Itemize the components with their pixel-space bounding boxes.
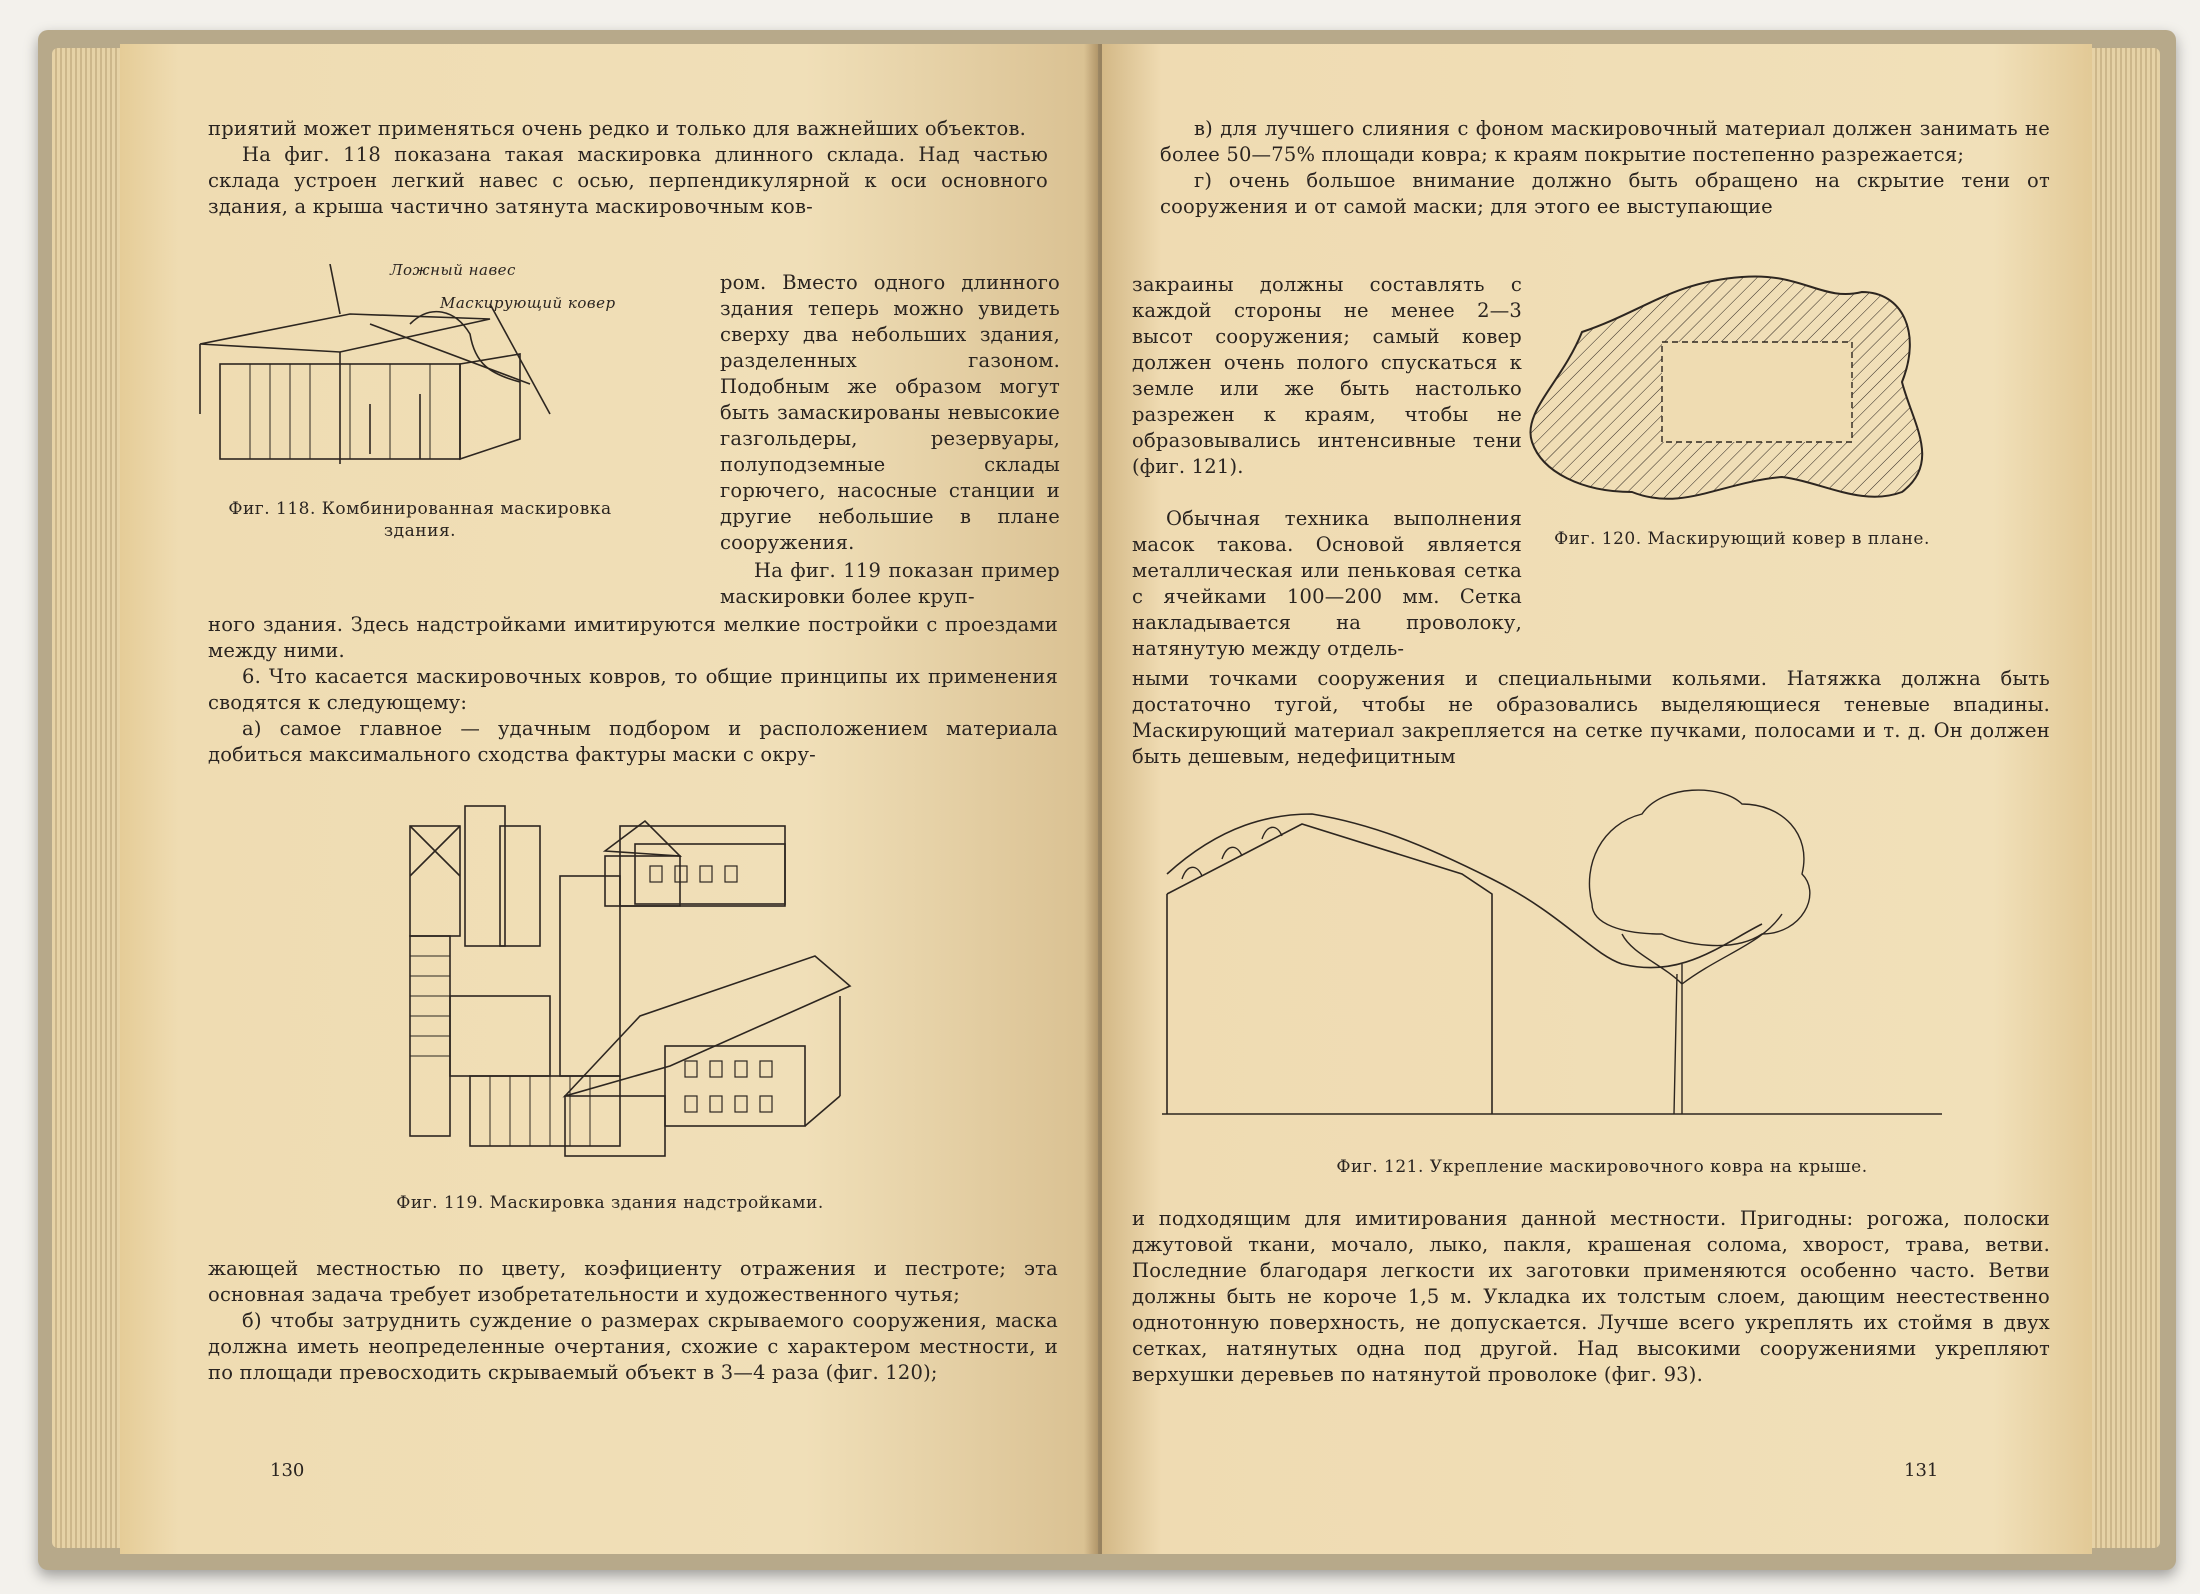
text-line: приятий может применяться очень редко и только для важнейших объектов. <box>208 117 1027 140</box>
page-edges-left <box>52 48 122 1548</box>
figure-120-carpet-plan-illustration <box>1522 272 1962 512</box>
fig121-caption: Фиг. 121. Укрепление маскировочного ковра на крыше. <box>1336 1157 1868 1177</box>
paragraph-g: г) очень большое внимание должно быть обращено на скрытие тени от сооружения и от самой маски; для этого ее выступающие <box>1160 169 2050 218</box>
left-top-text <box>208 116 1048 220</box>
fig119-intro: На фиг. 119 показан пример маскировки более круп- <box>720 559 1060 608</box>
paragraph-b: б) чтобы затруднить суждение о размерах скрываемого сооружения, маска должна иметь неопределенные очертания, схожие с характером местности, и по площади превосходить скрываемый объект в 3—4 раза (фиг. 120); <box>208 1309 1058 1384</box>
paragraph-a: а) самое главное — удачным подбором и расположением материала добиться максимального сходства фактуры маски с окру- <box>208 717 1058 766</box>
fig118-label-carpet: Маскирующий ковер <box>440 294 616 312</box>
figure-121-roof-illustration <box>1162 784 1942 1124</box>
fig119-caption: Фиг. 119. Маскировка здания надстройками. <box>396 1193 824 1213</box>
paragraph-fig119: ного здания. Здесь надстройками имитируются мелкие постройки с проездами между ними. <box>208 613 1058 662</box>
right-page-number: 131 <box>1904 1460 1939 1481</box>
right-bottom-text: и подходящим для имитирования данной местности. Пригодны: рогожа, полоски джутовой ткани, мочало, лыко, пакля, крашеная солома, хворост, трава, ветви. Последние благодаря легкости их заготовки применяются особенно часто. Ветви должны быть не короче 1,5 м. Укладка их толстым слоем, дающим неестественно однотонную поверхность, не допускается. Лучше всего укреплять их стоймя в двух сетках, натянутых одна под другой. Над высокими сооружениями укрепляют верхушки деревьев по натянутой проволоке (фиг. 93). <box>1132 1207 2050 1386</box>
paragraph-6: 6. Что касается маскировочных ковров, то общие принципы их применения сводятся к следующему: <box>208 665 1058 714</box>
left-mid-text <box>208 612 1058 768</box>
paragraph-v: в) для лучшего слияния с фоном маскировочный материал должен занимать не более 50—75% площади ковра; к краям покрытие постепенно разрежается; <box>1160 117 2050 166</box>
right-page <box>1102 44 2092 1554</box>
right-top-text <box>1160 116 2050 220</box>
right-mid-text: ными точками сооружения и специальными кольями. Натяжка должна быть достаточно тугой, чтобы не образовались выделяющиеся теневые впадины. Маскирующий материал закрепляется на сетке пучками, полосами и т. д. Он должен быть дешевым, недефицитным <box>1132 667 2050 768</box>
paragraph-a-cont: жающей местностью по цвету, коэфициенту отражения и пестроте; эта основная задача требует изобретательности и художественного чутья; <box>208 1257 1058 1306</box>
fig118-wrap-text: ром. Вместо одного длинного здания теперь можно увидеть сверху два небольших здания, разделенных газоном. Подобным же образом могут быть замаскированы невысокие газгольдеры, резервуары, полуподземные склады горючего, насосные станции и другие небольшие в плане сооружения. <box>720 271 1060 554</box>
fig118-caption: Фиг. 118. Комбинированная маскировка здания. <box>228 499 612 541</box>
figure-119-buildings-illustration <box>400 796 960 1166</box>
fig120-wrap-text: закраины должны составлять с каждой стороны не менее 2—3 высот сооружения; самый ковер должен очень полого спускаться к земле или же быть настолько разрежен к краям, чтобы не образовывались интенсивные тени (фиг. 121). <box>1132 273 1522 478</box>
paragraph-fig118: На фиг. 118 показана такая маскировка длинного склада. Над частью склада устроен легкий навес с осью, перпендикулярной к оси основного здания, а крыша частично затянута маскировочным ков- <box>208 143 1048 218</box>
fig120-tech-text: Обычная техника выполнения масок такова. Основой является металлическая или пеньковая сетка с ячейками 100—200 мм. Сетка накладывается на проволоку, натянутую между отдель- <box>1132 507 1522 660</box>
page-edges-right <box>2090 48 2160 1548</box>
fig120-caption: Фиг. 120. Маскирующий ковер в плане. <box>1554 529 1930 549</box>
left-page <box>120 44 1098 1554</box>
left-bottom-text <box>208 1256 1058 1386</box>
fig118-label-false-canopy: Ложный навес <box>390 261 516 279</box>
left-page-number: 130 <box>270 1460 305 1481</box>
